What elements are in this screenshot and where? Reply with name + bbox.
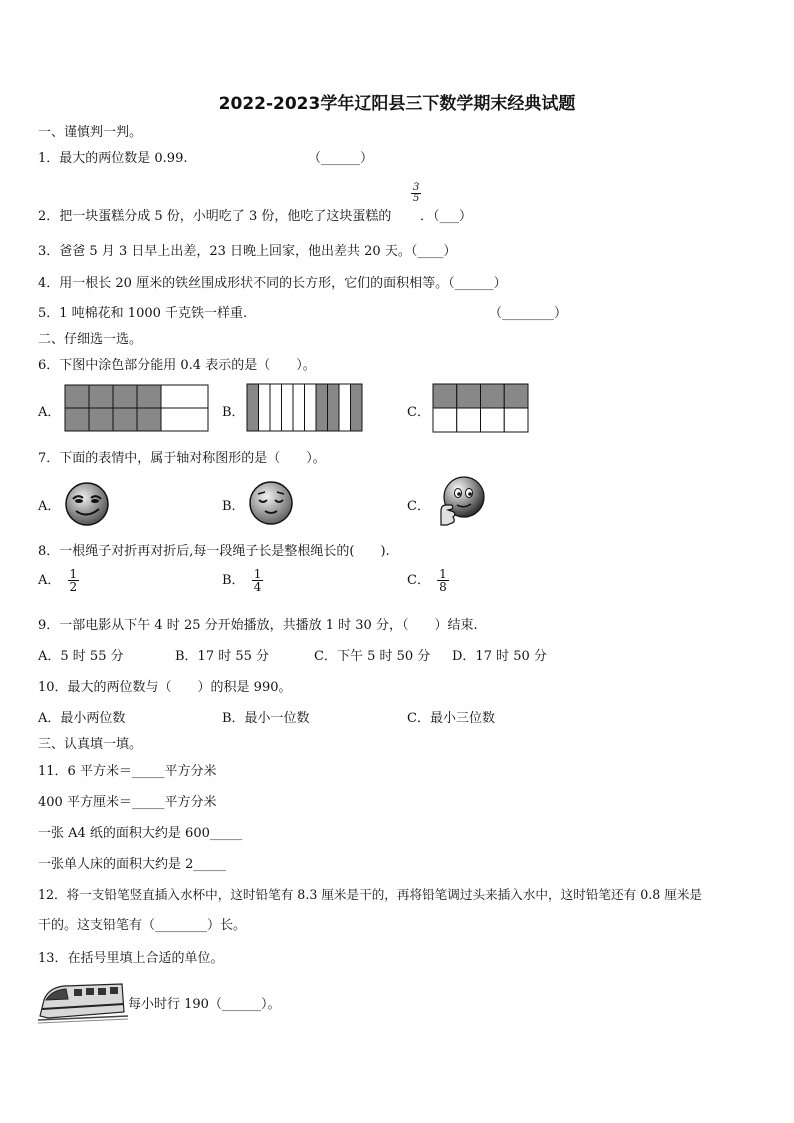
answer-blank-q1[interactable]: （______） (308, 151, 374, 166)
q6-option-a-figure[interactable] (64, 384, 210, 432)
fraction-one-half (68, 568, 80, 593)
fraction-one-quarter (252, 568, 264, 593)
fraction-three-fifths (411, 183, 421, 204)
q7-option-c-label: C． (407, 499, 430, 514)
q8-option-c[interactable] (407, 568, 452, 593)
q10-option-c[interactable]: C．最小三位数 (407, 711, 495, 726)
q6-option-c-label: C． (407, 405, 430, 420)
q9-option-c[interactable]: C．下午 5 时 50 分 (314, 649, 431, 664)
q7-option-a-label: A． (38, 499, 61, 514)
fraction-denominator: 2 (69, 580, 78, 594)
thinking-face-icon[interactable] (435, 475, 487, 527)
fraction-numerator: 3 (413, 182, 420, 193)
fraction-one-eighth (437, 568, 449, 593)
question-11-line-3: 一张 A4 纸的面积大约是 600_____ (38, 826, 243, 841)
q8-option-b-label: B． (222, 573, 245, 588)
question-8: 8．一根绳子对折再对折后,每一段绳子长是整根绳长的( ). (38, 544, 390, 559)
fraction-numerator: 1 (439, 567, 447, 581)
q8-option-a-label: A． (38, 573, 61, 588)
section-heading-fill: 三、认真填一填。 (38, 737, 143, 752)
answer-blank-q2[interactable]: ．（___） (420, 209, 473, 224)
q9-option-a[interactable]: A．5 时 55 分 (38, 649, 124, 664)
fraction-denominator: 5 (413, 193, 420, 204)
question-11-line-1: 11．6 平方米＝_____平方分米 (38, 764, 217, 779)
q6-option-b-label: B． (222, 405, 245, 420)
section-heading-judge: 一、谨慎判一判。 (38, 125, 143, 140)
answer-blank-q5[interactable]: （________） (489, 306, 568, 321)
q6-option-b-figure[interactable] (246, 383, 363, 432)
q10-option-b[interactable]: B．最小一位数 (222, 711, 310, 726)
q10-option-a[interactable]: A．最小两位数 (38, 711, 126, 726)
q8-option-b[interactable] (222, 568, 266, 593)
question-6: 6．下图中涂色部分能用 0.4 表示的是（ ）。 (38, 358, 316, 373)
q9-option-d[interactable]: D．17 时 50 分 (452, 649, 547, 664)
question-13-sub: 每小时行 190（______）。 (128, 997, 281, 1012)
question-2-text: 2．把一块蛋糕分成 5 份，小明吃了 3 份，他吃了这块蛋糕的 (38, 209, 392, 224)
fraction-denominator: 8 (439, 580, 447, 594)
relieved-face-icon[interactable] (248, 480, 294, 526)
q9-option-b[interactable]: B．17 时 55 分 (175, 649, 270, 664)
question-1: 1．最大的两位数是 0.99. (38, 151, 188, 166)
question-11-line-4: 一张单人床的面积大约是 2_____ (38, 857, 226, 872)
section-heading-choose: 二、仔细选一选。 (38, 332, 143, 347)
question-13: 13．在括号里填上合适的单位。 (38, 951, 224, 966)
smirk-face-icon[interactable] (64, 481, 110, 527)
question-10: 10．最大的两位数与（ ）的积是 990。 (38, 680, 292, 695)
question-5: 5．1 吨棉花和 1000 千克铁一样重. (38, 306, 248, 321)
question-3: 3．爸爸 5 月 3 日早上出差，23 日晚上回家，他出差共 20 天。（____） (38, 244, 457, 259)
question-4: 4．用一根长 20 厘米的铁丝围成形状不同的长方形，它们的面积相等。（______） (38, 276, 507, 291)
q8-option-a[interactable] (38, 568, 82, 593)
question-7: 7．下面的表情中，属于轴对称图形的是（ ）。 (38, 451, 326, 466)
q6-option-c-figure[interactable] (432, 383, 529, 433)
question-2 (38, 205, 391, 224)
question-11-line-2: 400 平方厘米＝_____平方分米 (38, 795, 217, 810)
q6-option-a-label: A． (38, 405, 61, 420)
question-12-line-2: 干的。这支铅笔有（________）长。 (38, 918, 247, 933)
question-12-line-1: 12．将一支铅笔竖直插入水杯中，这时铅笔有 8.3 厘米是干的，再将铅笔调过头来插入水中，这时铅笔还有 0.8 厘米是 (38, 887, 703, 902)
fraction-numerator: 1 (69, 567, 78, 581)
high-speed-train-icon (38, 978, 128, 1024)
q8-option-c-label: C． (407, 573, 430, 588)
q7-option-b-label: B． (222, 499, 245, 514)
fraction-denominator: 4 (253, 580, 262, 594)
page-title: 2022-2023学年辽阳县三下数学期末经典试题 (218, 94, 576, 114)
question-9: 9．一部电影从下午 4 时 25 分开始播放，共播放 1 时 30 分，（ ）结束. (38, 618, 478, 633)
fraction-numerator: 1 (253, 567, 262, 581)
